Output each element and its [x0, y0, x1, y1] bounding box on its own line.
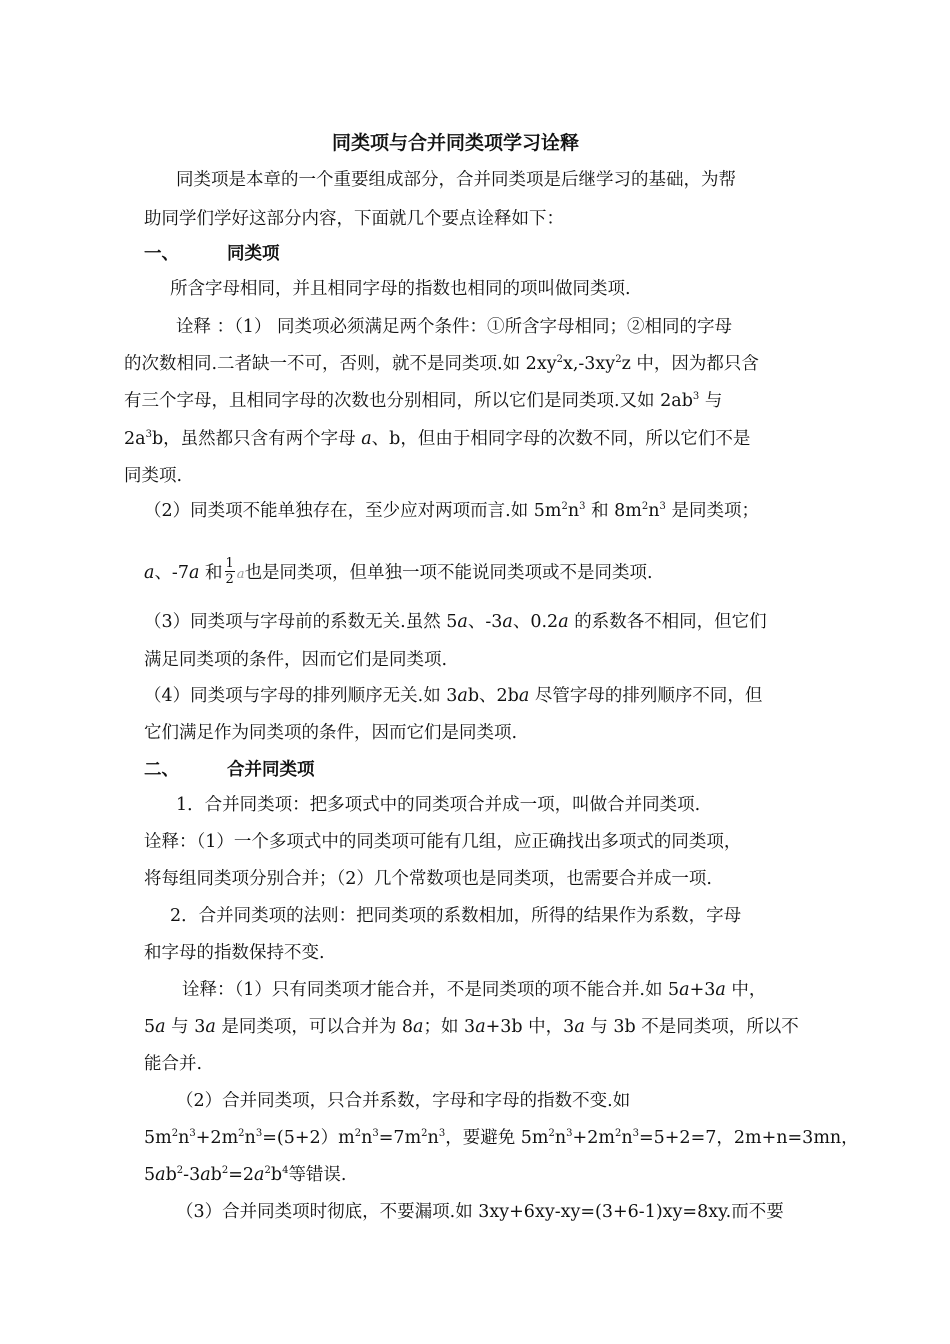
- section-2-number: 二、: [144, 760, 179, 780]
- note-1-line-4: $2a^3b$，虽然都只含有两个字母 a、b，但由于相同字母的次数不同，所以它们不是: [124, 429, 751, 449]
- rule-2-line-1: 2．合并同类项的法则：把同类项的系数相加，所得的结果作为系数，字母: [170, 906, 742, 926]
- section-2-title: 合并同类项: [227, 760, 315, 780]
- note-4-line-1: （4）同类项与字母的排列顺序无关.如 3ab、2ba 尽管字母的排列顺序不同，但: [144, 686, 763, 706]
- rule-2-note-2-line-2: $5m^2n^3+2m^2n^3=(5+2)m^2n^3=7m^2n^3$，要避免 $5m^2n^3+2m^2n^3=5+2=7$，2m+n=3mn，: [144, 1128, 859, 1148]
- note-1-line-1: 诠释 ：（1） 同类项必须满足两个条件：①所含字母相同；②相同的字母: [176, 317, 733, 337]
- rule-2-note-1-line-2: 5a 与 3a 是同类项，可以合并为 8a；如 3a+3b 中，3a 与 3b 不是同类项，所以不: [144, 1017, 799, 1037]
- section-2-heading: [144, 758, 315, 782]
- note-3-line-2: 满足同类项的条件，因而它们是同类项.: [144, 650, 448, 670]
- intro-line-1: 同类项是本章的一个重要组成部分，合并同类项是后继学习的基础，为帮: [176, 170, 736, 190]
- section-1-title: 同类项: [227, 244, 280, 264]
- rule-1-note-line-2: 将每组同类项分别合并；（2）几个常数项也是同类项，也需要合并成一项.: [144, 869, 712, 889]
- rule-2-note-1-line-3: 能合并.: [144, 1054, 203, 1074]
- fraction-one-half: $\frac{1}{2}$: [225, 556, 234, 587]
- rule-2-note-1-line-1: 诠释：（1）只有同类项才能合并，不是同类项的项不能合并.如 5a+3a 中，: [182, 980, 767, 1000]
- definition-text: 所含字母相同，并且相同字母的指数也相同的项叫做同类项.: [170, 279, 631, 299]
- section-1-number: 一、: [144, 244, 179, 264]
- note-1-line-2: 的次数相同.二者缺一不可，否则，就不是同类项.如 $2xy^2x,-3xy^2z$ 中，因为都只含: [124, 354, 759, 374]
- rule-2-note-2-line-1: （2）合并同类项，只合并系数，字母和字母的指数不变.如: [176, 1091, 631, 1111]
- rule-2-line-2: 和字母的指数保持不变.: [144, 943, 325, 963]
- note-2-line-1: （2）同类项不能单独存在，至少应对两项而言.如 $5m^2n^3$ 和 $8m^2n^3$ 是同类项；: [144, 501, 759, 521]
- note-4-line-2: 它们满足作为同类项的条件，因而它们是同类项.: [144, 723, 518, 743]
- rule-1-note-line-1: 诠释：（1）一个多项式中的同类项可能有几组，应正确找出多项式的同类项，: [144, 832, 742, 852]
- rule-2-note-2-line-3: $5ab^2-3ab^2=2a^2b^4$等错误.: [144, 1165, 347, 1185]
- note-1-line-3: 有三个字母，且相同字母的次数也分别相同，所以它们是同类项.又如 $2ab^3$ 与: [124, 391, 723, 411]
- note-2-line-2: a、-7a 和 $\frac{1}{2}$ a也是同类项，但单独一项不能说同类项或不是同类项.: [144, 556, 653, 587]
- rule-2-note-3-line-1: （3）合并同类项时彻底，不要漏项.如 3xy+6xy-xy=(3+6-1)xy=8xy.而不要: [176, 1202, 784, 1222]
- rule-1-text: 1．合并同类项：把多项式中的同类项合并成一项，叫做合并同类项.: [176, 795, 701, 815]
- page-title: 同类项与合并同类项学习诠释: [332, 132, 580, 154]
- note-3-line-1: （3）同类项与字母前的系数无关.虽然 5a、-3a、0.2a 的系数各不相同，但它们: [144, 612, 767, 632]
- note-1-line-5: 同类项.: [124, 466, 183, 486]
- intro-line-2: 助同学们学好这部分内容，下面就几个要点诠释如下：: [144, 209, 564, 229]
- section-1-heading: [144, 242, 280, 266]
